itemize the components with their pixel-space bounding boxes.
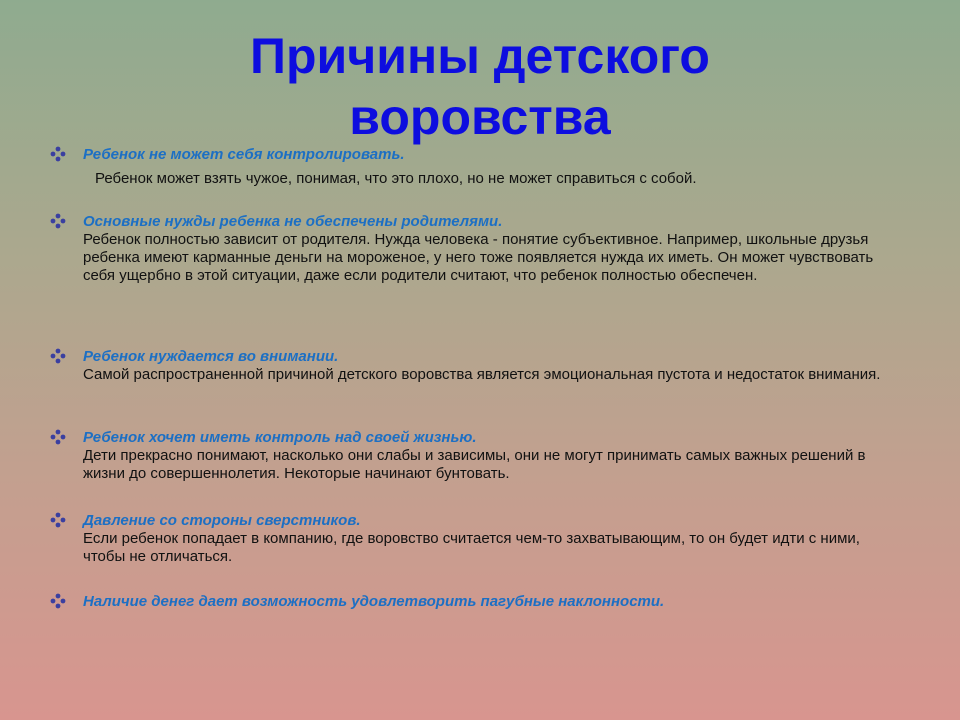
item-5-description: Если ребенок попадает в компанию, где воровство считается чем-то захватывающим, то он будет идти с ними, чтобы не отличаться. [83, 530, 860, 565]
diamond-dots-bullet-icon [50, 348, 66, 364]
diamond-dots-bullet-icon [50, 146, 66, 162]
item-3-heading: Ребенок нуждается во внимании. [83, 348, 339, 365]
diamond-dots-bullet-icon [50, 593, 66, 609]
slide-title: Причины детского воровства [250, 28, 710, 145]
diamond-dots-bullet-icon [50, 213, 66, 229]
item-5-heading: Давление со стороны сверстников. [83, 512, 361, 529]
diamond-dots-bullet-icon [50, 429, 66, 445]
diamond-dots-bullet-icon [50, 512, 66, 528]
item-2-heading: Основные нужды ребенка не обеспечены родителями. [83, 213, 503, 230]
item-4-heading: Ребенок хочет иметь контроль над своей жизнью. [83, 429, 477, 446]
item-6-heading: Наличие денег дает возможность удовлетворить пагубные наклонности. [83, 593, 665, 610]
item-4-description: Дети прекрасно понимают, насколько они слабы и зависимы, они не могут принимать самых важных решений в жизни до совершеннолетия. Некоторые начинают бунтовать. [83, 447, 866, 482]
item-3-description: Самой распространенной причиной детского воровства является эмоциональная пустота и недостаток внимания. [83, 366, 881, 383]
item-1-description: Ребенок может взять чужое, понимая, что это плохо, но не может справиться с собой. [95, 170, 697, 187]
item-2-description: Ребенок полностью зависит от родителя. Нужда человека - понятие субъективное. Например, школьные друзья ребенка имеют карманные деньги на мороженое, у него тоже появляется нужда их иметь. Он может чувствовать себя ущербно в этой ситуации, даже если родители считают, что ребенок полностью обеспечен. [83, 231, 874, 284]
item-1-heading: Ребенок не может себя контролировать. [83, 146, 405, 163]
